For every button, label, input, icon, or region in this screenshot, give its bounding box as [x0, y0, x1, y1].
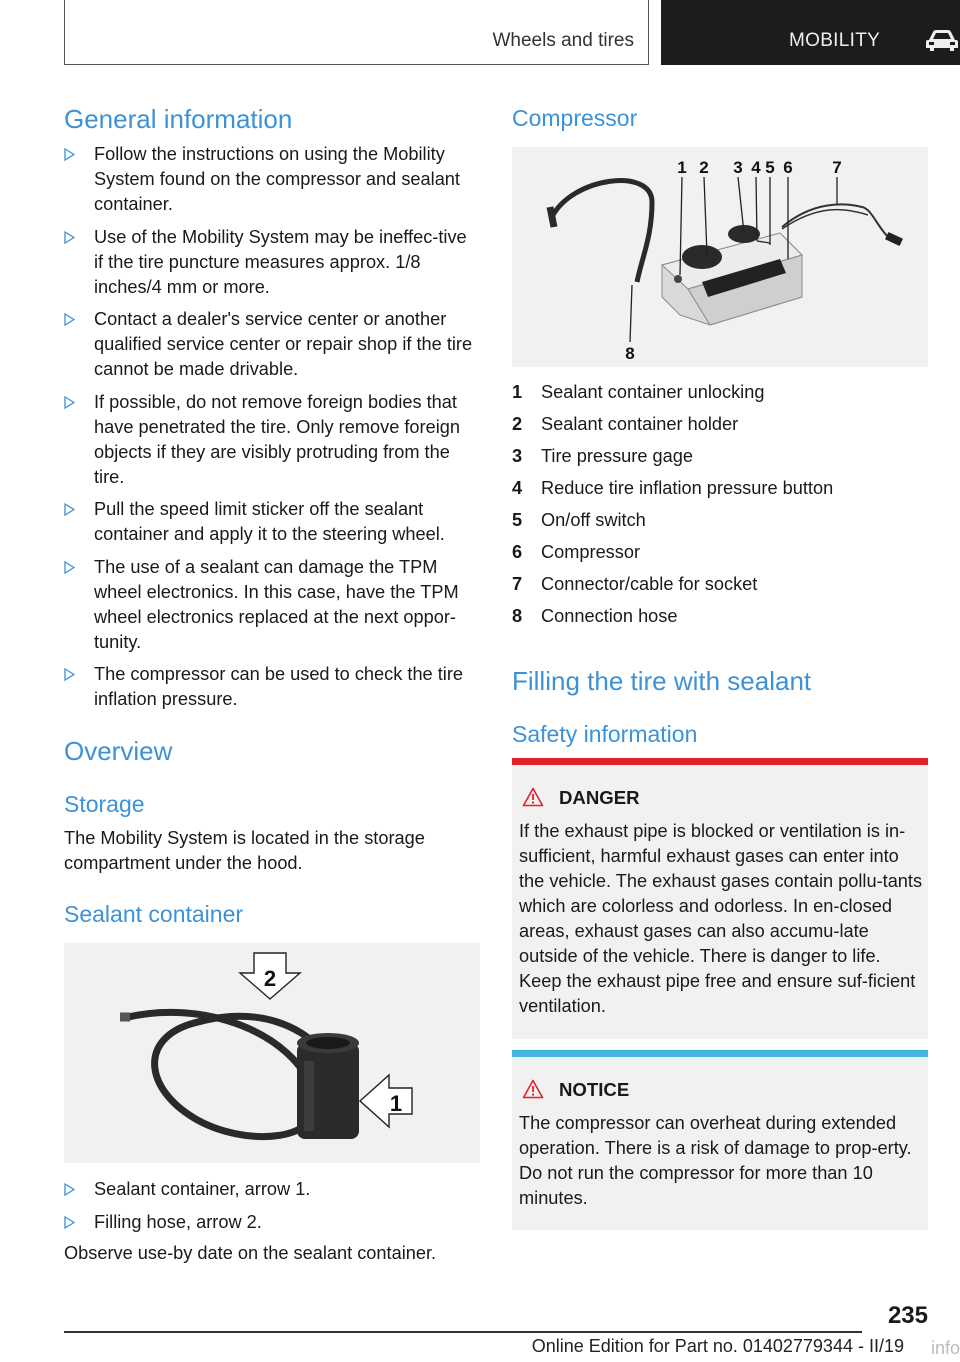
part-label: Compressor: [541, 542, 641, 562]
list-item: [512, 509, 928, 541]
list-item-text: Pull the speed limit sticker off the sealant container and apply it to the steering wheel.: [94, 499, 445, 544]
header-chapter-tab: [661, 0, 960, 65]
list-item: [64, 555, 480, 655]
triangle-bullet-icon: [64, 668, 75, 681]
part-label: Connection hose: [541, 606, 678, 626]
list-item: [512, 381, 928, 413]
warning-triangle-icon: [522, 787, 544, 807]
list-item: [512, 573, 928, 605]
triangle-bullet-icon: [64, 1216, 75, 1229]
list-item: [512, 605, 928, 637]
part-number: 4: [512, 478, 523, 498]
part-number: 2: [512, 414, 523, 434]
list-item-text: Follow the instructions on using the Mobility System found on the compressor and sealant container.: [94, 144, 460, 214]
callout-label: 8: [625, 344, 635, 363]
callout-label: 6: [783, 158, 793, 177]
notice-text: The compressor can overheat during extended operation. There is a risk of damage to prop-erty. Do not run the compressor for more than 10 minutes.: [519, 1113, 912, 1208]
list-item-text: Sealant container, arrow 1.: [94, 1179, 311, 1199]
callout-label: 5: [765, 158, 775, 177]
list-item-text: The compressor can be used to check the tire inflation pressure.: [94, 664, 463, 709]
part-number: 7: [512, 574, 523, 594]
general-information-list: [64, 142, 480, 720]
list-item: [64, 1210, 480, 1235]
list-item: [512, 541, 928, 573]
storage-heading: Storage: [64, 791, 145, 817]
footer-divider: [64, 1331, 862, 1333]
part-label: Sealant container holder: [541, 414, 739, 434]
use-by-note: Observe use-by date on the sealant container.: [64, 1243, 437, 1263]
sealant-container-list: [64, 1177, 480, 1242]
list-item: [512, 445, 928, 477]
danger-label: DANGER: [559, 787, 640, 808]
list-item: [512, 477, 928, 509]
compressor-figure: [512, 147, 928, 367]
list-item-text: Filling hose, arrow 2.: [94, 1211, 262, 1232]
triangle-bullet-icon: [64, 396, 75, 409]
header-section-title: Wheels and tires: [492, 30, 634, 51]
list-item-text: Use of the Mobility System may be ineffec-tive if the tire puncture measures approx. 1/8 inches/4 mm or more.: [94, 226, 467, 297]
callout-label: 4: [751, 158, 761, 177]
part-number: 8: [512, 606, 523, 626]
part-label: Reduce tire inflation pressure button: [541, 478, 834, 498]
overview-heading: Overview: [64, 736, 173, 766]
sealant-container-heading: Sealant container: [64, 901, 244, 927]
callout-label: 7: [832, 158, 842, 177]
filling-tire-heading: Filling the tire with sealant: [512, 666, 812, 696]
danger-warning-box: [512, 758, 928, 1039]
list-item: [64, 497, 480, 547]
car-icon: [925, 28, 959, 52]
part-number: 3: [512, 446, 523, 466]
list-item-text: The use of a sealant can damage the TPM wheel electronics. In this case, have the TPM wheel electronics replaced at the next oppor-tunity.: [94, 556, 459, 652]
compressor-illustration: [512, 147, 928, 367]
list-item: [64, 142, 480, 217]
list-item: [64, 1177, 480, 1202]
header-chapter-title: MOBILITY: [789, 30, 881, 51]
list-item: [512, 413, 928, 445]
list-item: [64, 307, 480, 382]
watermark-text: info: [930, 1338, 960, 1358]
callout-label: 1: [389, 1091, 403, 1116]
callout-label: 2: [699, 158, 709, 177]
notice-box: [512, 1050, 928, 1230]
list-item: [64, 662, 480, 712]
triangle-bullet-icon: [64, 148, 75, 161]
callout-label: 3: [733, 158, 743, 177]
list-item-text: If possible, do not remove foreign bodies that have penetrated the tire. Only remove foreign objects if they are visibly protruding from the tire.: [94, 391, 460, 487]
header-section-tab: [64, 0, 649, 65]
part-number: 5: [512, 510, 523, 530]
sealant-container-illustration: [64, 943, 480, 1163]
danger-text: If the exhaust pipe is blocked or ventilation is in-sufficient, harmful exhaust gases can enter into the vehicle. The exhaust gases contain pollu-tants which are colorless and odorless. In en-closed areas, exhaust gases can also accumu-late outside of the vehicle. There is danger to life. Keep the exhaust pipe free and ensure suf-ficient ventilation.: [519, 821, 923, 1016]
warning-triangle-icon: [522, 1079, 544, 1099]
list-item: [64, 225, 480, 300]
notice-label: NOTICE: [559, 1079, 630, 1100]
sealant-container-figure: [64, 943, 480, 1163]
edition-text: Online Edition for Part no. 01402779344 - II/19: [531, 1336, 904, 1356]
safety-information-heading: Safety information: [512, 721, 698, 747]
storage-text: The Mobility System is located in the storage compartment under the hood.: [64, 828, 425, 873]
callout-label: 2: [263, 966, 277, 991]
part-label: Sealant container unlocking: [541, 382, 765, 402]
list-item-text: Contact a dealer's service center or another qualified service center or repair shop if the tire cannot be made drivable.: [94, 309, 473, 379]
compressor-heading: Compressor: [512, 105, 638, 131]
compressor-parts-list: [512, 381, 928, 637]
part-number: 1: [512, 382, 523, 402]
callout-label: 1: [677, 158, 687, 177]
general-information-heading: General information: [64, 104, 293, 134]
page-number: 235: [887, 1302, 928, 1329]
list-item: [64, 390, 480, 490]
triangle-bullet-icon: [64, 1183, 75, 1196]
triangle-bullet-icon: [64, 503, 75, 516]
triangle-bullet-icon: [64, 561, 75, 574]
part-label: Tire pressure gage: [541, 446, 693, 466]
part-number: 6: [512, 542, 523, 562]
part-label: Connector/cable for socket: [541, 574, 758, 594]
part-label: On/off switch: [541, 510, 646, 530]
triangle-bullet-icon: [64, 313, 75, 326]
triangle-bullet-icon: [64, 231, 75, 244]
